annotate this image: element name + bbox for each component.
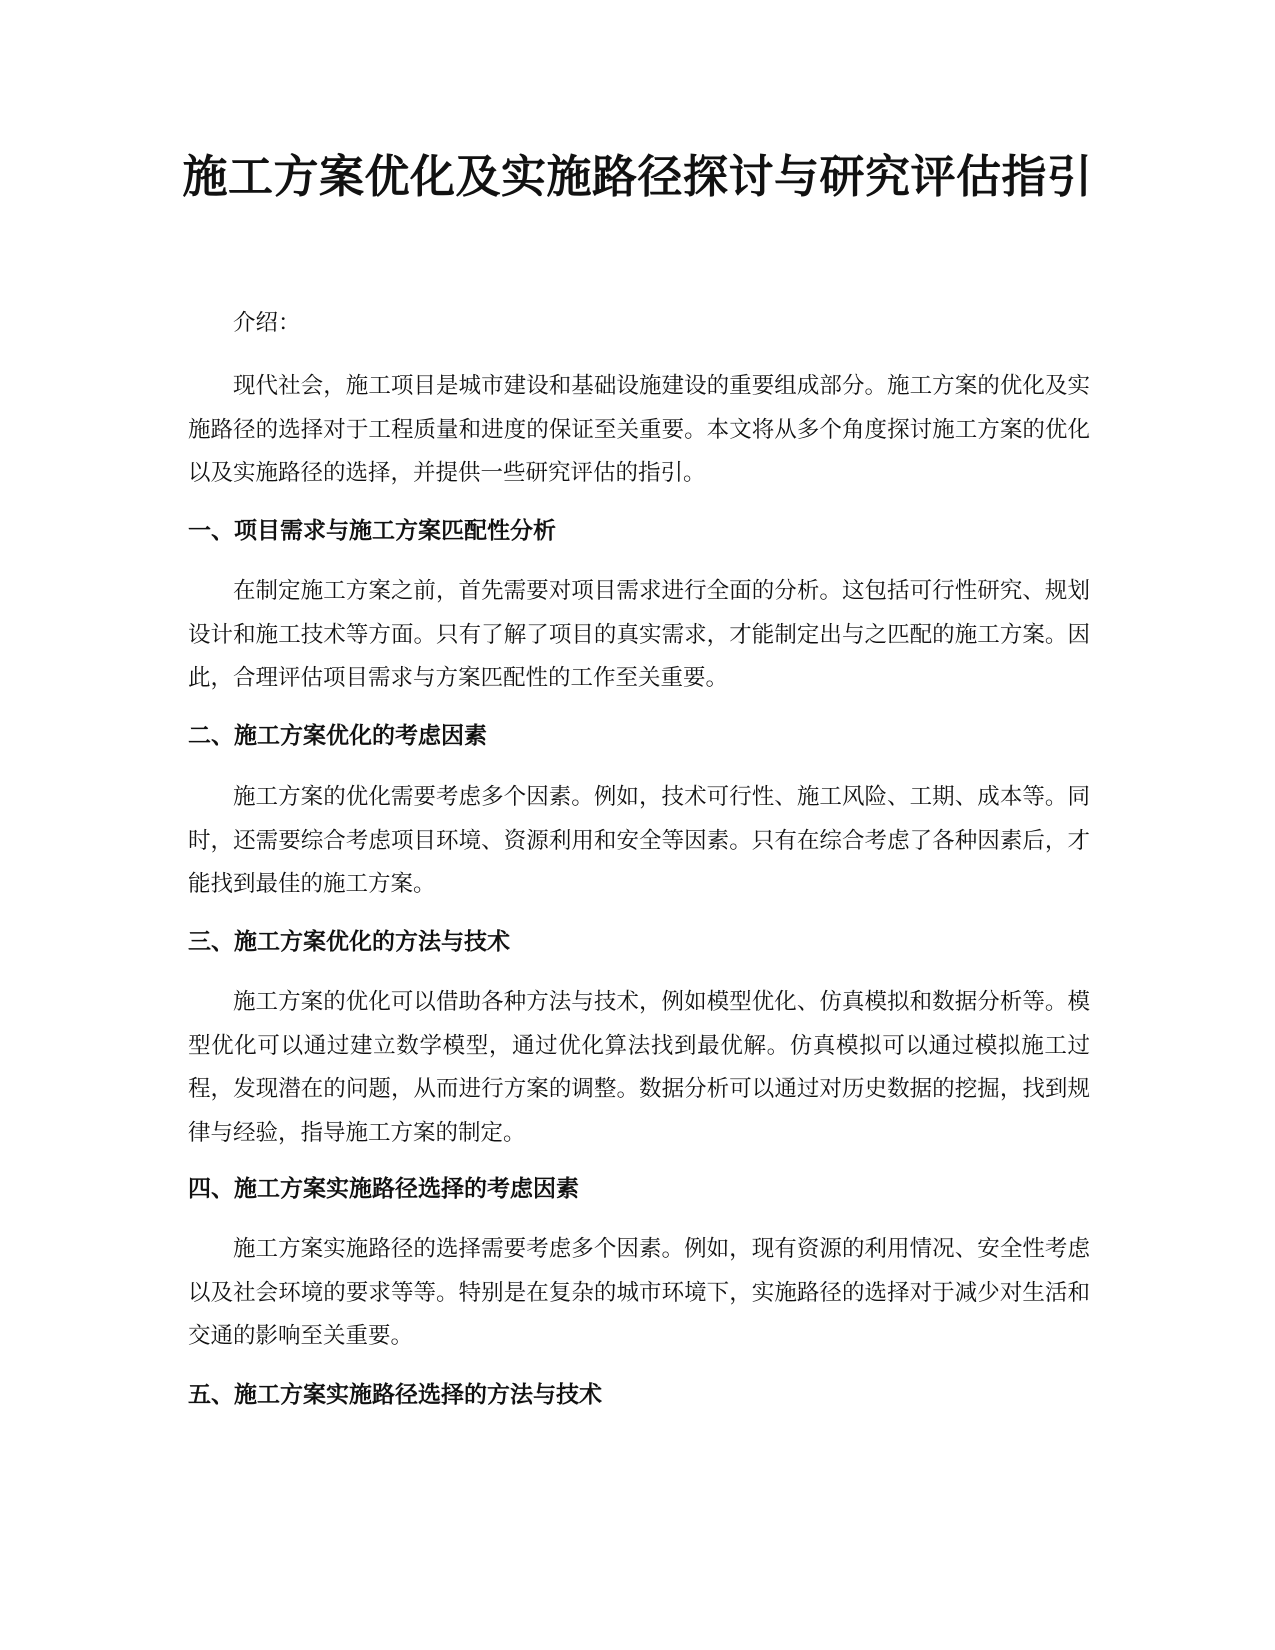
section-1-paragraph: 在制定施工方案之前，首先需要对项目需求进行全面的分析。这包括可行性研究、规划设计和施工技术等方面。只有了解了项目的真实需求，才能制定出与之匹配的施工方案。因此，合理评估项目需求与方案匹配性的工作至关重要。: [188, 578, 1090, 691]
document-title: 施工方案优化及实施路径探讨与研究评估指引: [182, 150, 1093, 203]
intro-paragraph: 现代社会，施工项目是城市建设和基础设施建设的重要组成部分。施工方案的优化及实施路径的选择对于工程质量和进度的保证至关重要。本文将从多个角度探讨施工方案的优化以及实施路径的选择，并提供一些研究评估的指引。: [188, 373, 1090, 486]
intro-label: 介绍：: [233, 310, 301, 336]
section-3-paragraph: 施工方案的优化可以借助各种方法与技术，例如模型优化、仿真模拟和数据分析等。模型优化可以通过建立数学模型，通过优化算法找到最优解。仿真模拟可以通过模拟施工过程，发现潜在的问题，从而进行方案的调整。数据分析可以通过对历史数据的挖掘，找到规律与经验，指导施工方案的制定。: [188, 989, 1090, 1146]
section-4-paragraph: 施工方案实施路径的选择需要考虑多个因素。例如，现有资源的利用情况、安全性考虑以及社会环境的要求等等。特别是在复杂的城市环境下，实施路径的选择对于减少对生活和交通的影响至关重要。: [188, 1236, 1090, 1349]
section-4-heading: 四、施工方案实施路径选择的考虑因素: [188, 1176, 579, 1202]
section-1-heading: 一、项目需求与施工方案匹配性分析: [188, 518, 556, 544]
section-2-heading: 二、施工方案优化的考虑因素: [188, 723, 487, 749]
section-2-paragraph: 施工方案的优化需要考虑多个因素。例如，技术可行性、施工风险、工期、成本等。同时，还需要综合考虑项目环境、资源利用和安全等因素。只有在综合考虑了各种因素后，才能找到最佳的施工方案。: [188, 784, 1090, 897]
section-3-heading: 三、施工方案优化的方法与技术: [188, 929, 510, 955]
section-5-heading: 五、施工方案实施路径选择的方法与技术: [188, 1382, 602, 1408]
